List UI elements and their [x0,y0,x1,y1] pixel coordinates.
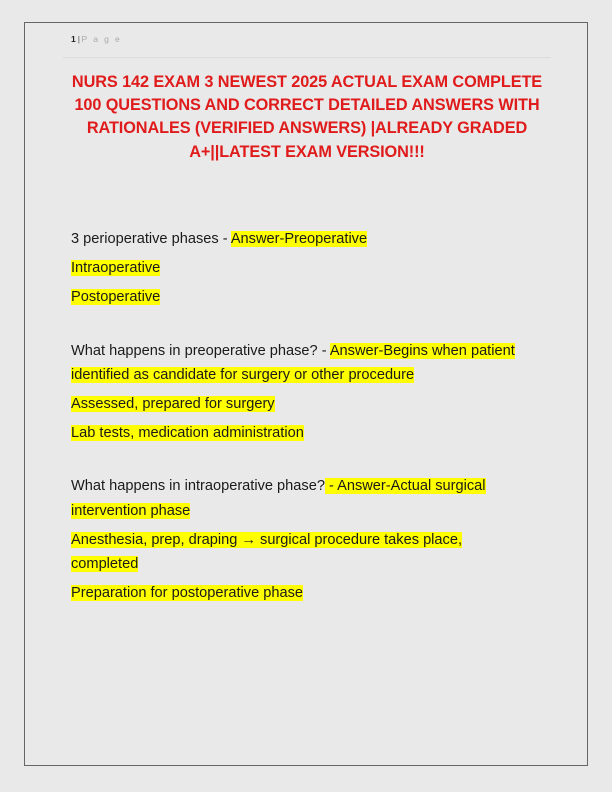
question-text: What happens in intraoperative phase? [71,478,325,495]
document-line [71,256,523,280]
page-header [71,34,561,54]
page-header-separator: | [77,34,81,44]
document-line [71,392,523,416]
header-divider [63,57,551,58]
page-number: 1 [71,34,77,44]
document-line [71,285,523,309]
highlighted-answer-text: Preparation for postoperative phase [71,585,304,602]
document-line [71,474,523,522]
document-line [71,227,523,251]
document-line [71,421,523,445]
document-body [71,227,571,605]
highlighted-answer-text: Lab tests, medication administration [71,425,304,442]
highlighted-answer-text: Answer-Preoperative [230,231,368,247]
document-line [71,528,523,576]
highlighted-answer-text: Assessed, prepared for surgery [71,396,275,413]
qa-block [71,339,571,446]
highlighted-answer-text: Intraoperative [71,260,161,277]
document-line [71,339,523,387]
qa-block [71,227,571,310]
question-text: 3 perioperative phases - [71,231,231,247]
document-line [71,581,523,605]
document-page [24,22,588,766]
qa-block [71,474,571,605]
highlighted-answer-text: - Answer-Actual surgical intervention phase [71,478,486,519]
page-header-label: P a g e [81,34,122,44]
document-title: NURS 142 EXAM 3 NEWEST 2025 ACTUAL EXAM COMPLETE 100 QUESTIONS AND CORRECT DETAILED ANSWERS WITH RATIONALES (VERIFIED ANSWERS) |ALREADY GRADED A+||LATEST EXAM VERSION!!! [71,73,543,161]
highlighted-answer-text: Postoperative [71,289,161,306]
question-text: What happens in preoperative phase? - [71,342,330,359]
highlighted-answer-text: Answer-Begins when patient identified as candidate for surgery or other procedure [71,342,515,383]
highlighted-answer-text: Anesthesia, prep, draping → surgical procedure takes place, completed [71,531,463,573]
